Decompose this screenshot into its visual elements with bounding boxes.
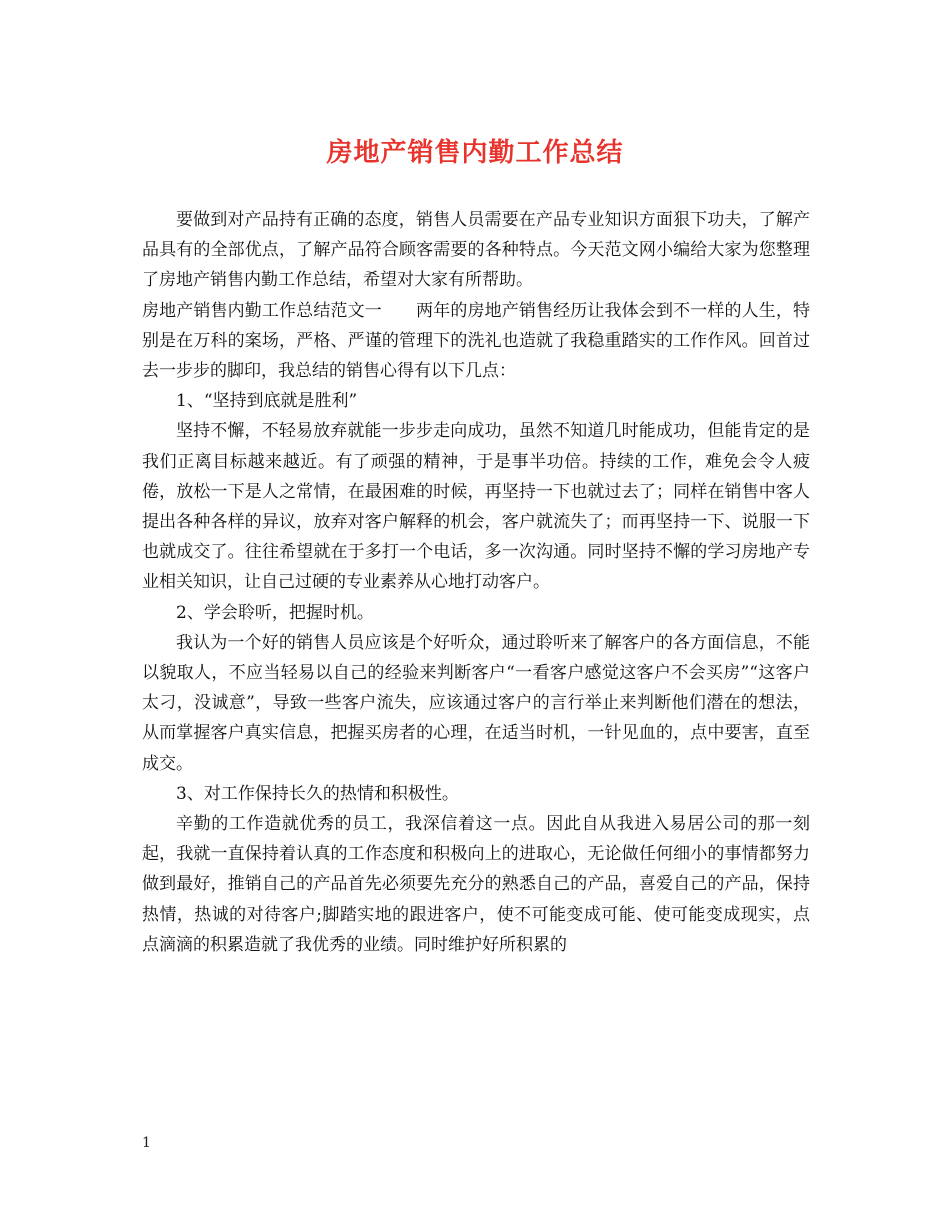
paragraph-listening: 我认为一个好的销售人员应该是个好听众，通过聆听来了解客户的各方面信息，不能以貌取人，不应当轻易以自己的经验来判断客户“一看客户感觉这客户不会买房”“这客户太刁，没诚意”，导致一些客户流失，应该通过客户的言行举止来判断他们潜在的想法，从而掌握客户真实信息，把握买房者的心理，在适当时机，一针见血的，点中要害，直至成交。 xyxy=(142,632,810,774)
paragraph-intro: 要做到对产品持有正确的态度，销售人员需要在产品专业知识方面狠下功夫，了解产品具有的全部优点，了解产品符合顾客需要的各种特点。今天范文网小编给大家为您整理了房地产销售内勤工作总结，希望对大家有所帮助。 xyxy=(142,210,810,291)
section-heading-3: 3、对工作保持长久的热情和积极性。 xyxy=(176,783,459,804)
paragraph-sample-one: 房地产销售内勤工作总结范文一 两年的房地产销售经历让我体会到不一样的人生，特别是在万科的案场，严格、严谨的管理下的洗礼也造就了我稳重踏实的工作作风。回首过去一步步的脚印，我总结的销售心得有以下几点： xyxy=(142,300,810,382)
section-heading-1: 1、“坚持到底就是胜利” xyxy=(176,391,358,412)
document-body xyxy=(142,205,810,960)
section-heading-2: 2、学会聆听，把握时机。 xyxy=(176,602,374,623)
page-number: 1 xyxy=(142,1135,151,1151)
document-title: 房地产销售内勤工作总结 xyxy=(326,138,624,168)
paragraph-enthusiasm: 辛勤的工作造就优秀的员工，我深信着这一点。因此自从我进入易居公司的那一刻起，我就一直保持着认真的工作态度和积极向上的进取心，无论做任何细小的事情都努力做到最好，推销自己的产品首先必须要先充分的熟悉自己的产品，喜爱自己的产品，保持热情，热诚的对待客户;脚踏实地的跟进客户，使不可能变成可能、使可能变成现实，点点滴滴的积累造就了我优秀的业绩。同时维护好所积累的 xyxy=(142,814,810,955)
paragraph-persistence: 坚持不懈，不轻易放弃就能一步步走向成功，虽然不知道几时能成功，但能肯定的是我们正离目标越来越近。有了顽强的精神，于是事半功倍。持续的工作，难免会令人疲倦，放松一下是人之常情，在最困难的时候，再坚持一下也就过去了；同样在销售中客人提出各种各样的异议，放弃对客户解释的机会，客户就流失了；而再坚持一下、说服一下也就成交了。往往希望就在于多打一个电话，多一次沟通。同时坚持不懈的学习房地产专业相关知识，让自己过硬的专业素养从心地打动客户。 xyxy=(142,421,810,593)
